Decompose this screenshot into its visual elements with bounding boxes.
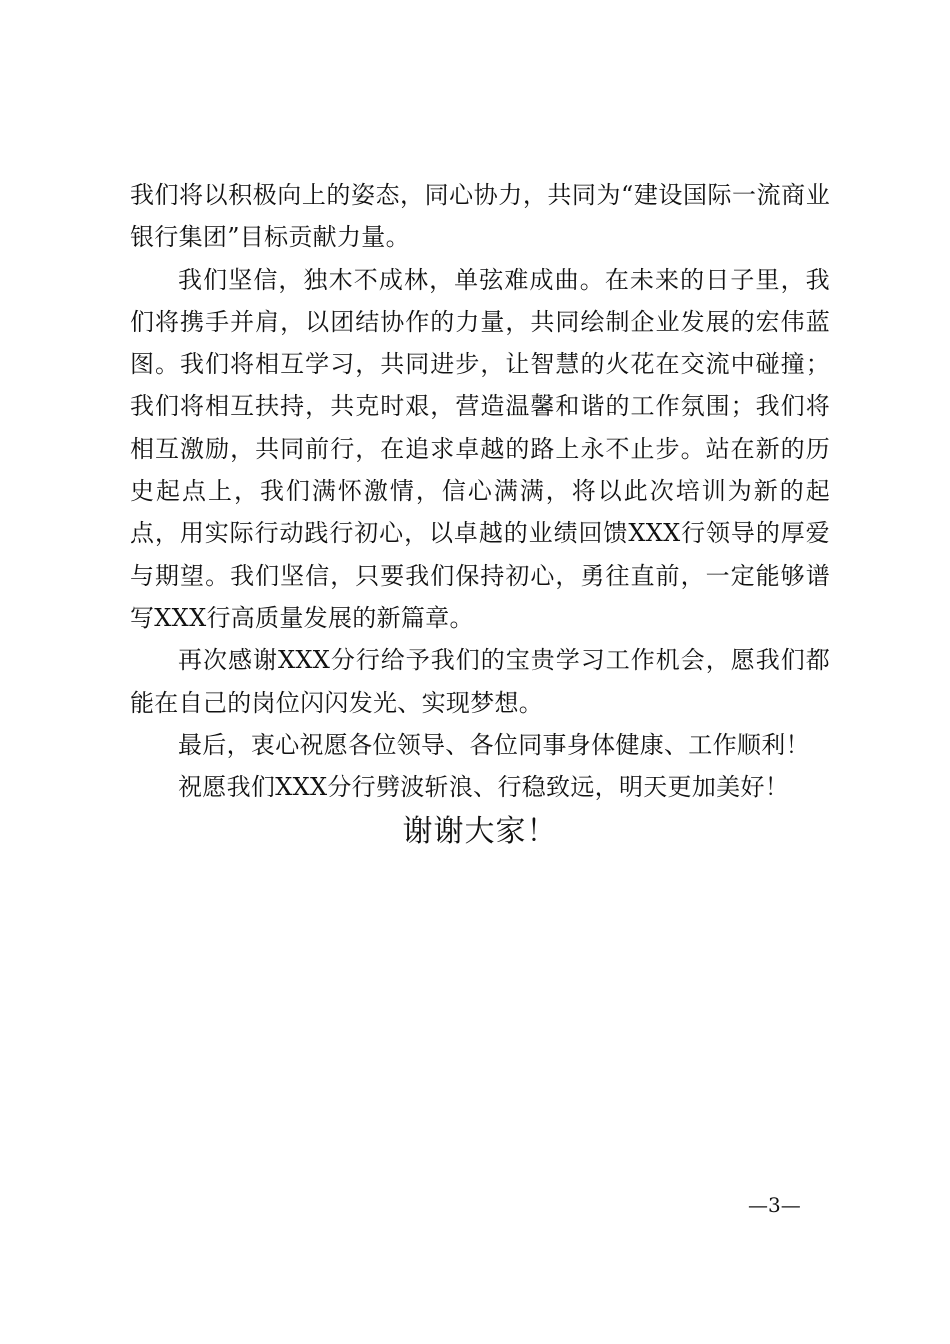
closing-thanks: 谢谢大家！: [402, 814, 558, 850]
paragraph-5: 祝愿我们XXX分行劈波斩浪、行稳致远，明天更加美好！: [178, 773, 790, 802]
paragraph-2: 我们坚信，独木不成林，单弦难成曲。在未来的日子里，我们将携手并肩，以团结协作的力量，共同绘制企业发展的宏伟蓝图。我们将相互学习，共同进步，让智慧的火花在交流中碰撞；我们将相互扶持，共克时艰，营造温馨和谐的工作氛围；我们将相互激励，共同前行，在追求卓越的路上永不止步。站在新的历史起点上，我们满怀激情，信心满满，将以此次培训为新的起点，用实际行动践行初心，以卓越的业绩回馈XXX行领导的厚爱与期望。我们坚信，只要我们保持初心，勇往直前，一定能够谱写XXX行高质量发展的新篇章。: [130, 265, 830, 632]
paragraph-4: 最后，衷心祝愿各位领导、各位同事身体健康、工作顺利！: [178, 730, 810, 759]
paragraph-1: 我们将以积极向上的姿态，同心协力，共同为“建设国际一流商业银行集团”目标贡献力量。: [130, 181, 830, 252]
page-number: —3—: [748, 1193, 801, 1217]
paragraph-3: 再次感谢XXX分行给予我们的宝贵学习工作机会，愿我们都能在自己的岗位闪闪发光、实现梦想。: [130, 646, 830, 717]
document-body: [130, 174, 830, 854]
